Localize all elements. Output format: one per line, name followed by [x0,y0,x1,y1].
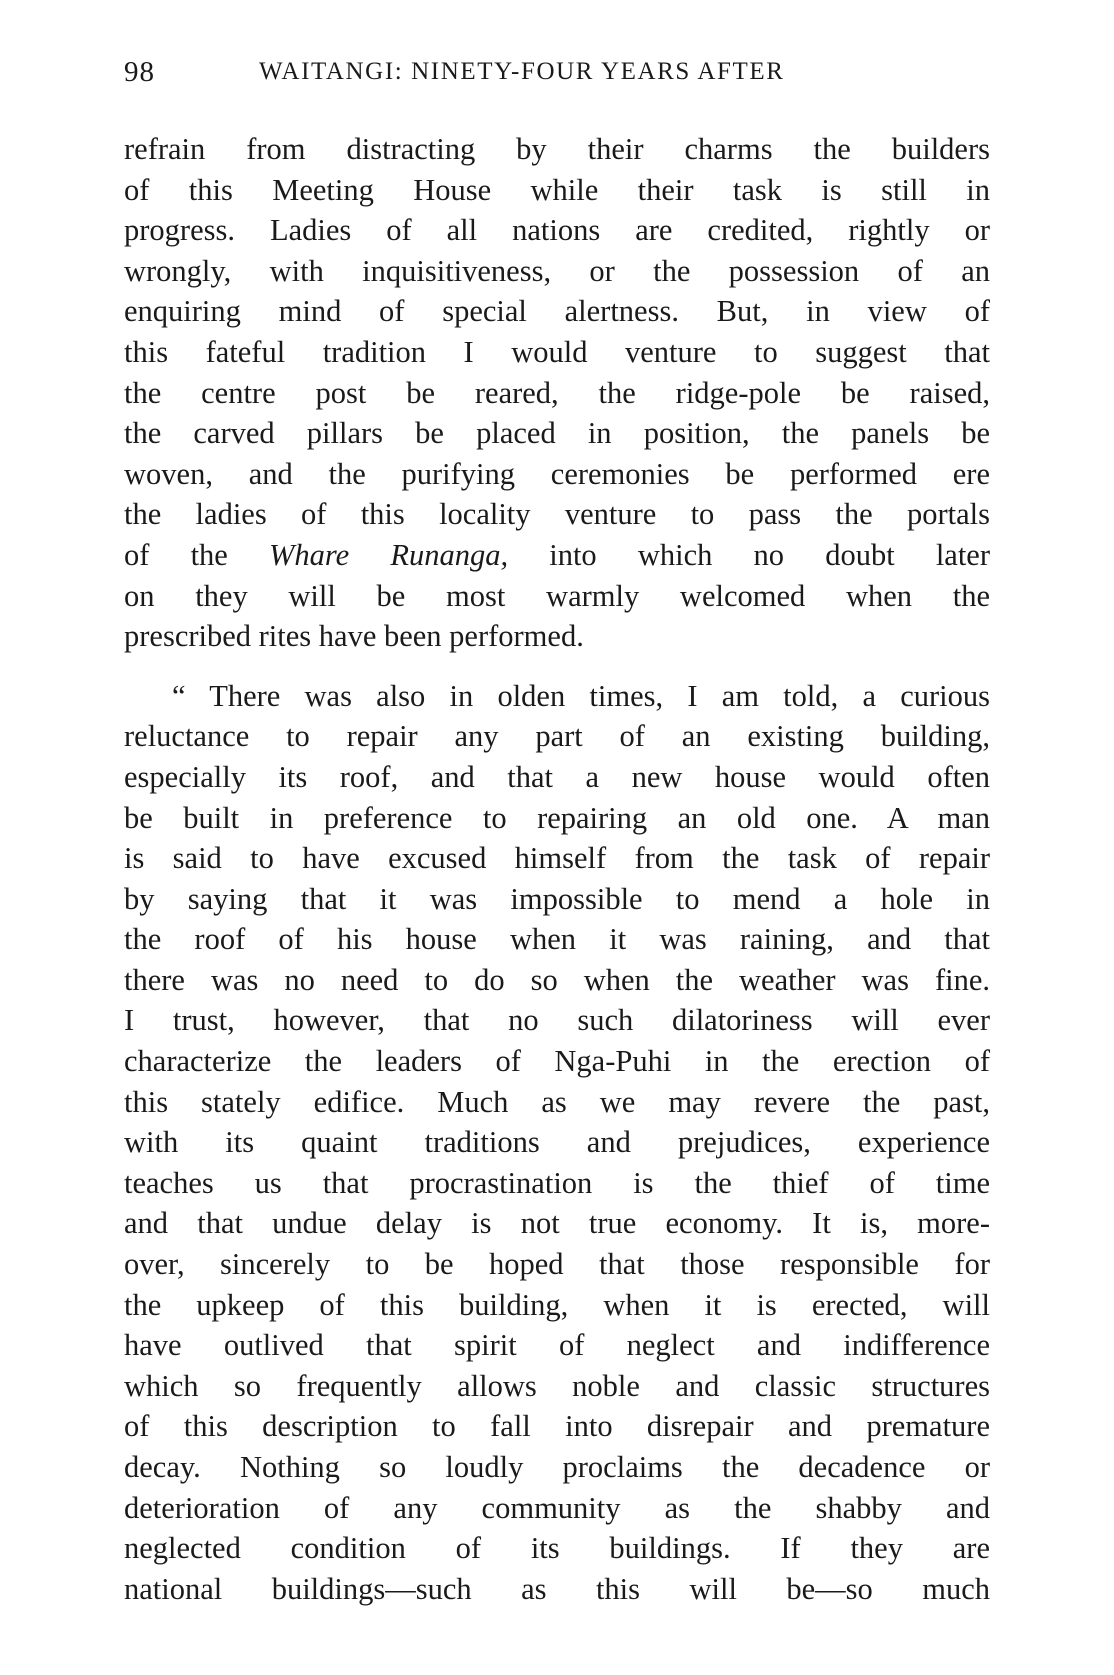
text-line: national buildings—such as this will be—so much [124,1571,990,1606]
page-number: 98 [124,56,155,88]
text-line [124,535,990,576]
text-line: of this Meeting House while their task is still in [124,172,990,207]
body-text [124,129,990,1609]
text-line: especially its roof, and that a new house would often [124,759,990,794]
text-line: the centre post be reared, the ridge-pole be raised, [124,375,990,410]
text-line: this fateful tradition I would venture to suggest that [124,334,990,369]
text-line: enquiring mind of special alertness. But, in view of [124,294,990,329]
text-line: I trust, however, that no such dilatoriness will ever [124,1003,990,1038]
paragraph-1 [124,129,990,657]
text-line: there was no need to do so when the weather was fine. [124,962,990,997]
paragraph-gap [124,657,990,676]
text-line: have outlived that spirit of neglect and indifference [124,1328,990,1363]
running-head [124,52,990,92]
text-line: the ladies of this locality venture to pass the portals [124,497,990,532]
text-line: prescribed rites have been performed. [124,619,584,654]
text-line: by saying that it was impossible to mend a hole in [124,881,990,916]
text-line: deterioration of any community as the shabby and [124,1490,990,1525]
text-line: reluctance to repair any part of an existing building, [124,719,990,754]
paragraph-2 [124,676,990,1610]
text-segment: of the [124,537,269,572]
text-line: refrain from distracting by their charms the builders [124,132,990,166]
text-line: teaches us that procrastination is the thief of time [124,1165,990,1200]
text-line: which so frequently allows noble and classic structures [124,1368,990,1403]
text-line: decay. Nothing so loudly proclaims the decadence or [124,1450,990,1484]
text-line: of this description to fall into disrepair and premature [124,1409,990,1444]
text-line: the carved pillars be placed in position, the panels be [124,416,990,451]
text-segment: into which no doubt later [508,537,990,572]
text-line: and that undue delay is not true economy. It is, more- [124,1206,990,1241]
text-line: progress. Ladies of all nations are credited, rightly or [124,213,990,248]
italic-term: Whare Runanga, [268,537,509,572]
text-line: this stately edifice. Much as we may revere the past, [124,1084,990,1119]
text-line: over, sincerely to be hoped that those responsible for [124,1247,990,1282]
text-line: the upkeep of this building, when it is erected, will [124,1287,990,1322]
text-line: with its quaint traditions and prejudices, experience [124,1125,990,1160]
running-title: WAITANGI: NINETY-FOUR YEARS AFTER [259,58,785,85]
text-line: woven, and the purifying ceremonies be performed ere [124,456,990,491]
text-line: wrongly, with inquisitiveness, or the possession of an [124,253,990,288]
text-line: neglected condition of its buildings. If they are [124,1531,990,1566]
text-line: is said to have excused himself from the task of repair [124,841,990,876]
text-line: the roof of his house when it was raining, and that [124,922,990,957]
text-line: be built in preference to repairing an old one. A man [124,800,990,835]
text-line: characterize the leaders of Nga-Puhi in the erection of [124,1044,990,1079]
text-line: on they will be most warmly welcomed when the [124,578,990,613]
text-line: “ There was also in olden times, I am told, a curious [172,678,990,713]
